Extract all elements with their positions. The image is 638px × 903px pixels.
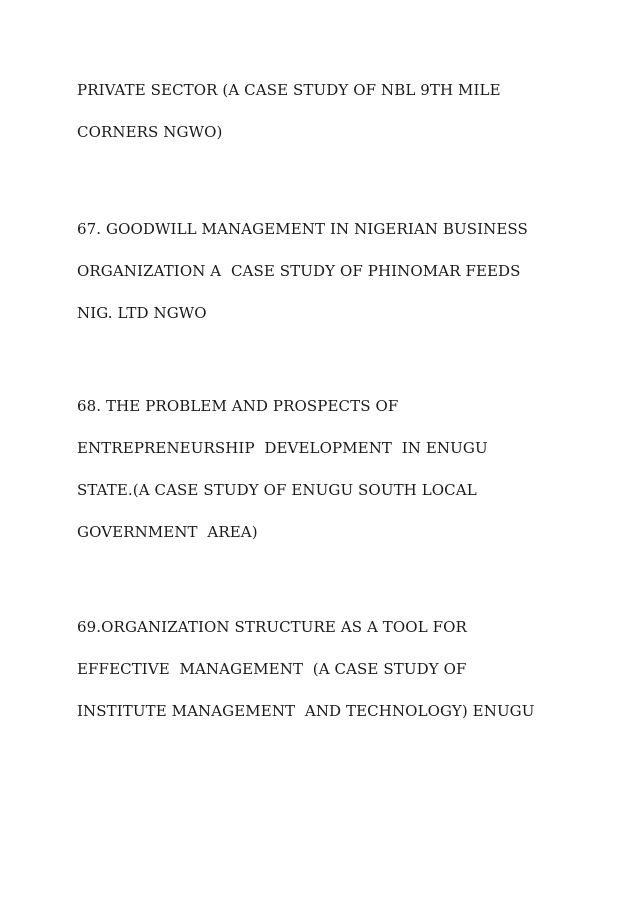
entry-67-line-3: NIG. LTD NGWO — [77, 304, 207, 322]
entry-68-line-1: 68. THE PROBLEM AND PROSPECTS OF — [77, 397, 399, 415]
entry-68-line-2: ENTREPRENEURSHIP DEVELOPMENT IN ENUGU — [77, 439, 488, 457]
entry-69-line-3: INSTITUTE MANAGEMENT AND TECHNOLOGY) ENUGU — [77, 702, 535, 720]
entry-67-line-2: ORGANIZATION A CASE STUDY OF PHINOMAR FEEDS — [77, 262, 521, 280]
entry-69-line-2: EFFECTIVE MANAGEMENT (A CASE STUDY OF — [77, 660, 467, 678]
entry-67-line-1: 67. GOODWILL MANAGEMENT IN NIGERIAN BUSINESS — [77, 220, 528, 238]
entry-66-line-1: PRIVATE SECTOR (A CASE STUDY OF NBL 9TH MILE — [77, 81, 501, 99]
entry-69-line-1: 69.ORGANIZATION STRUCTURE AS A TOOL FOR — [77, 618, 467, 636]
entry-68-line-3: STATE.(A CASE STUDY OF ENUGU SOUTH LOCAL — [77, 481, 477, 499]
entry-68-line-4: GOVERNMENT AREA) — [77, 523, 258, 541]
entry-66-line-2: CORNERS NGWO) — [77, 123, 223, 141]
